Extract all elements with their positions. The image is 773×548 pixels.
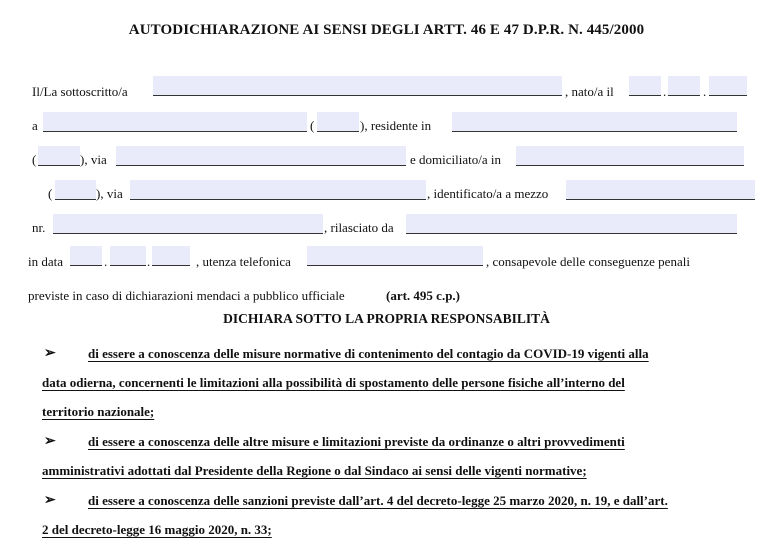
id-document-field[interactable]: [566, 180, 755, 200]
declaration-line: di essere a conoscenza delle altre misure e limitazioni previste da ordinanze o altri provvedimenti: [88, 434, 625, 449]
domicile-city-field[interactable]: [516, 146, 744, 166]
paren-open: (: [32, 152, 37, 167]
issue-year-field[interactable]: [152, 246, 190, 266]
label-utenza: , utenza telefonica: [196, 254, 291, 269]
nome-field[interactable]: [153, 76, 562, 96]
date-dot: .: [703, 84, 707, 99]
issue-day-field[interactable]: [70, 246, 102, 266]
document-title: AUTODICHIARAZIONE AI SENSI DEGLI ARTT. 46 E 47 D.P.R. N. 445/2000: [128, 22, 645, 38]
residence-province-field[interactable]: [38, 146, 80, 166]
paren-open: (: [48, 186, 53, 201]
label-consapevole: , consapevole delle conseguenze penali: [486, 254, 690, 269]
label-via-residenza: ), via: [80, 152, 107, 167]
issue-month-field[interactable]: [110, 246, 146, 266]
date-dot: .: [663, 84, 667, 99]
declaration-line: territorio nazionale;: [42, 404, 155, 419]
residence-street-field[interactable]: [116, 146, 406, 166]
document-number-field[interactable]: [53, 214, 323, 234]
domicile-street-field[interactable]: [130, 180, 426, 200]
label-art: (art. 495 c.p.): [386, 288, 461, 303]
declaration-line: di essere a conoscenza delle misure normative di contenimento del contagio da COVID-19 vigenti alla: [88, 346, 649, 361]
birth-year-field[interactable]: [709, 76, 747, 96]
label-nr: nr.: [32, 220, 46, 235]
label-rilasciato: , rilasciato da: [324, 220, 394, 235]
birth-month-field[interactable]: [668, 76, 700, 96]
declaration-title: DICHIARA SOTTO LA PROPRIA RESPONSABILITÀ: [223, 311, 550, 326]
declaration-line: 2 del decreto-legge 16 maggio 2020, n. 33;: [42, 522, 272, 537]
declaration-line: amministrativi adottati dal Presidente della Regione o dal Sindaco ai sensi delle vigenti normative;: [42, 463, 587, 478]
bullet-arrow-icon: ➢: [44, 346, 56, 361]
date-dot: .: [104, 254, 108, 269]
bullet-arrow-icon: ➢: [44, 493, 56, 508]
bullet-arrow-icon: ➢: [44, 434, 56, 449]
label-a: a: [32, 118, 38, 133]
phone-field[interactable]: [307, 246, 483, 266]
domicile-province-field[interactable]: [55, 180, 96, 200]
birth-day-field[interactable]: [629, 76, 661, 96]
birth-province-field[interactable]: [317, 112, 359, 132]
declaration-line: data odierna, concernenti le limitazioni alla possibilità di spostamento delle persone fisiche all’interno del: [42, 375, 625, 390]
declaration-line: di essere a conoscenza delle sanzioni previste dall’art. 4 del decreto-legge 25 marzo 2020, n. 19, e dall’art.: [88, 493, 668, 508]
label-sottoscritto: Il/La sottoscritto/a: [32, 84, 128, 99]
label-in-data: in data: [28, 254, 64, 269]
residence-city-field[interactable]: [452, 112, 737, 132]
label-nato: , nato/a il: [565, 84, 614, 99]
date-dot: .: [147, 254, 151, 269]
label-domiciliato: e domiciliato/a in: [410, 152, 501, 167]
label-previste: previste in caso di dichiarazioni mendaci a pubblico ufficiale: [28, 288, 345, 303]
birth-place-field[interactable]: [43, 112, 307, 132]
label-via-domicilio: ), via: [96, 186, 123, 201]
label-residente: ), residente in: [360, 118, 432, 133]
label-identificato: , identificato/a a mezzo: [427, 186, 549, 201]
paren-open: (: [310, 118, 315, 133]
issued-by-field[interactable]: [406, 214, 737, 234]
